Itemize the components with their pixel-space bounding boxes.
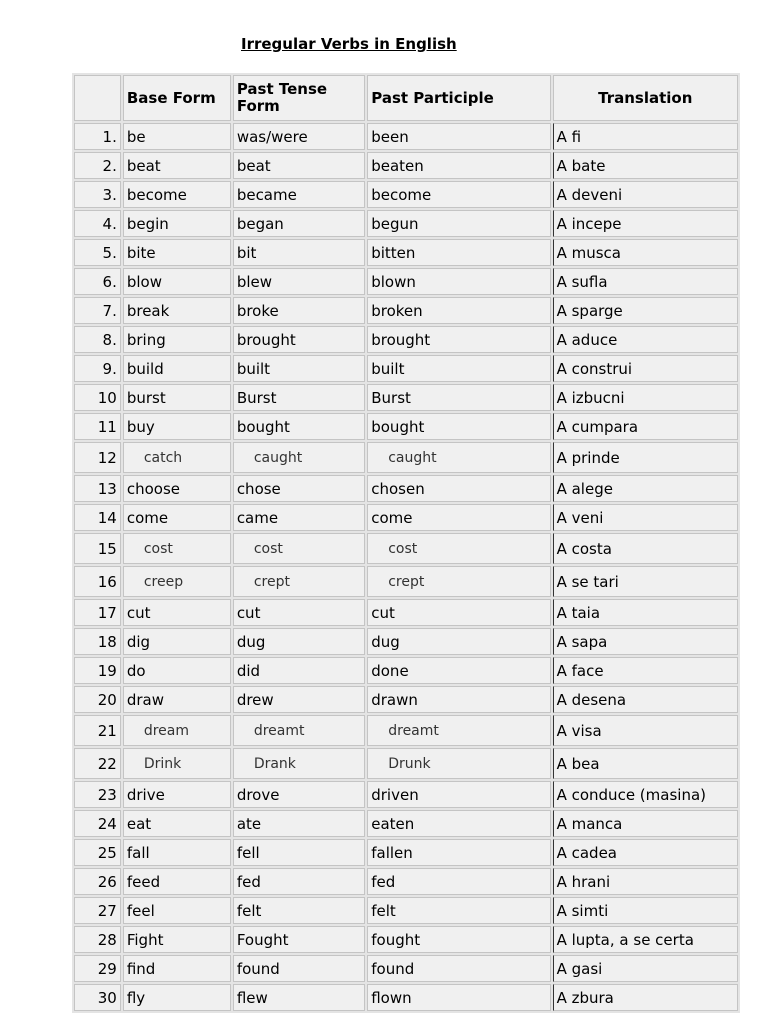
translation-cell: A desena — [553, 686, 738, 713]
translation-cell: A deveni — [553, 181, 738, 208]
past-participle-cell: felt — [367, 897, 550, 924]
translation-cell: A musca — [553, 239, 738, 266]
row-number: 28 — [74, 926, 121, 953]
translation-cell: A se tari — [553, 566, 738, 597]
table-row — [74, 599, 738, 626]
base-form-cell: drive — [123, 781, 231, 808]
table-row — [74, 686, 738, 713]
past-participle-cell: cut — [367, 599, 550, 626]
table-row — [74, 868, 738, 895]
base-form-cell: burst — [123, 384, 231, 411]
past-participle-cell: Drunk — [367, 748, 550, 779]
table-row — [74, 268, 738, 295]
base-form-cell: begin — [123, 210, 231, 237]
table-row — [74, 297, 738, 324]
past-participle-cell: flown — [367, 984, 550, 1011]
base-form-cell: bring — [123, 326, 231, 353]
row-number: 6. — [74, 268, 121, 295]
base-form-cell: bite — [123, 239, 231, 266]
table-row — [74, 566, 738, 597]
row-number: 18 — [74, 628, 121, 655]
row-number: 17 — [74, 599, 121, 626]
base-form-cell: blow — [123, 268, 231, 295]
table-row — [74, 715, 738, 746]
header-past-tense: Past Tense Form — [233, 75, 365, 121]
past-participle-cell: become — [367, 181, 550, 208]
past-tense-cell: blew — [233, 268, 365, 295]
base-form-cell: come — [123, 504, 231, 531]
past-participle-cell: fallen — [367, 839, 550, 866]
row-number: 26 — [74, 868, 121, 895]
translation-cell: A izbucni — [553, 384, 738, 411]
table-row — [74, 533, 738, 564]
irregular-verbs-table — [72, 73, 740, 1013]
past-tense-cell: built — [233, 355, 365, 382]
row-number: 14 — [74, 504, 121, 531]
past-participle-cell: crept — [367, 566, 550, 597]
row-number: 5. — [74, 239, 121, 266]
past-participle-cell: fed — [367, 868, 550, 895]
base-form-cell: feed — [123, 868, 231, 895]
translation-cell: A zbura — [553, 984, 738, 1011]
past-participle-cell: found — [367, 955, 550, 982]
translation-cell: A cumpara — [553, 413, 738, 440]
row-number: 1. — [74, 123, 121, 150]
base-form-cell: catch — [123, 442, 231, 473]
row-number: 11 — [74, 413, 121, 440]
row-number: 20 — [74, 686, 121, 713]
translation-cell: A taia — [553, 599, 738, 626]
row-number: 22 — [74, 748, 121, 779]
past-participle-cell: broken — [367, 297, 550, 324]
row-number: 29 — [74, 955, 121, 982]
translation-cell: A visa — [553, 715, 738, 746]
table-row — [74, 475, 738, 502]
row-number: 4. — [74, 210, 121, 237]
past-tense-cell: beat — [233, 152, 365, 179]
row-number: 8. — [74, 326, 121, 353]
table-row — [74, 413, 738, 440]
table-row — [74, 955, 738, 982]
translation-cell: A sapa — [553, 628, 738, 655]
past-tense-cell: crept — [233, 566, 365, 597]
past-participle-cell: caught — [367, 442, 550, 473]
past-tense-cell: broke — [233, 297, 365, 324]
past-participle-cell: dug — [367, 628, 550, 655]
base-form-cell: Drink — [123, 748, 231, 779]
base-form-cell: beat — [123, 152, 231, 179]
translation-cell: A cadea — [553, 839, 738, 866]
past-participle-cell: chosen — [367, 475, 550, 502]
base-form-cell: Fight — [123, 926, 231, 953]
base-form-cell: fly — [123, 984, 231, 1011]
past-tense-cell: drove — [233, 781, 365, 808]
past-tense-cell: began — [233, 210, 365, 237]
row-number: 13 — [74, 475, 121, 502]
past-tense-cell: ate — [233, 810, 365, 837]
past-tense-cell: was/were — [233, 123, 365, 150]
past-tense-cell: caught — [233, 442, 365, 473]
past-participle-cell: fought — [367, 926, 550, 953]
translation-cell: A manca — [553, 810, 738, 837]
row-number: 25 — [74, 839, 121, 866]
past-participle-cell: bitten — [367, 239, 550, 266]
row-number: 23 — [74, 781, 121, 808]
row-number: 2. — [74, 152, 121, 179]
past-tense-cell: came — [233, 504, 365, 531]
past-participle-cell: bought — [367, 413, 550, 440]
table-row — [74, 326, 738, 353]
table-row — [74, 123, 738, 150]
table-row — [74, 897, 738, 924]
base-form-cell: become — [123, 181, 231, 208]
row-number: 16 — [74, 566, 121, 597]
past-tense-cell: bit — [233, 239, 365, 266]
past-tense-cell: fell — [233, 839, 365, 866]
translation-cell: A prinde — [553, 442, 738, 473]
translation-cell: A bate — [553, 152, 738, 179]
base-form-cell: cut — [123, 599, 231, 626]
translation-cell: A bea — [553, 748, 738, 779]
page-title: Irregular Verbs in English — [241, 35, 457, 53]
row-number: 10 — [74, 384, 121, 411]
past-participle-cell: built — [367, 355, 550, 382]
row-number: 24 — [74, 810, 121, 837]
base-form-cell: buy — [123, 413, 231, 440]
row-number: 12 — [74, 442, 121, 473]
past-tense-cell: dreamt — [233, 715, 365, 746]
past-tense-cell: chose — [233, 475, 365, 502]
base-form-cell: feel — [123, 897, 231, 924]
table-row — [74, 926, 738, 953]
base-form-cell: dig — [123, 628, 231, 655]
table-row — [74, 152, 738, 179]
past-tense-cell: dug — [233, 628, 365, 655]
header-row — [74, 75, 738, 121]
base-form-cell: be — [123, 123, 231, 150]
header-base-form: Base Form — [123, 75, 231, 121]
translation-cell: A sufla — [553, 268, 738, 295]
past-participle-cell: come — [367, 504, 550, 531]
header-translation: Translation — [553, 75, 738, 121]
table-row — [74, 504, 738, 531]
base-form-cell: creep — [123, 566, 231, 597]
table-row — [74, 442, 738, 473]
base-form-cell: choose — [123, 475, 231, 502]
past-tense-cell: Drank — [233, 748, 365, 779]
table-row — [74, 657, 738, 684]
row-number: 7. — [74, 297, 121, 324]
past-tense-cell: bought — [233, 413, 365, 440]
past-participle-cell: been — [367, 123, 550, 150]
translation-cell: A alege — [553, 475, 738, 502]
past-participle-cell: brought — [367, 326, 550, 353]
translation-cell: A lupta, a se certa — [553, 926, 738, 953]
table-row — [74, 810, 738, 837]
past-participle-cell: begun — [367, 210, 550, 237]
translation-cell: A hrani — [553, 868, 738, 895]
base-form-cell: do — [123, 657, 231, 684]
past-participle-cell: done — [367, 657, 550, 684]
past-tense-cell: did — [233, 657, 365, 684]
past-participle-cell: Burst — [367, 384, 550, 411]
translation-cell: A costa — [553, 533, 738, 564]
past-tense-cell: became — [233, 181, 365, 208]
past-participle-cell: drawn — [367, 686, 550, 713]
past-tense-cell: fed — [233, 868, 365, 895]
translation-cell: A simti — [553, 897, 738, 924]
table-row — [74, 181, 738, 208]
table-row — [74, 210, 738, 237]
table-row — [74, 384, 738, 411]
row-number: 30 — [74, 984, 121, 1011]
past-tense-cell: flew — [233, 984, 365, 1011]
translation-cell: A fi — [553, 123, 738, 150]
table-row — [74, 748, 738, 779]
table-row — [74, 628, 738, 655]
table-row — [74, 239, 738, 266]
translation-cell: A face — [553, 657, 738, 684]
past-tense-cell: cut — [233, 599, 365, 626]
past-tense-cell: Fought — [233, 926, 365, 953]
past-tense-cell: brought — [233, 326, 365, 353]
past-tense-cell: Burst — [233, 384, 365, 411]
row-number: 21 — [74, 715, 121, 746]
header-past-participle: Past Participle — [367, 75, 550, 121]
translation-cell: A conduce (masina) — [553, 781, 738, 808]
row-number: 9. — [74, 355, 121, 382]
translation-cell: A gasi — [553, 955, 738, 982]
row-number: 15 — [74, 533, 121, 564]
past-participle-cell: dreamt — [367, 715, 550, 746]
translation-cell: A aduce — [553, 326, 738, 353]
translation-cell: A construi — [553, 355, 738, 382]
table-row — [74, 984, 738, 1011]
base-form-cell: draw — [123, 686, 231, 713]
row-number: 19 — [74, 657, 121, 684]
past-tense-cell: cost — [233, 533, 365, 564]
past-participle-cell: blown — [367, 268, 550, 295]
base-form-cell: eat — [123, 810, 231, 837]
past-participle-cell: cost — [367, 533, 550, 564]
past-tense-cell: felt — [233, 897, 365, 924]
table-row — [74, 839, 738, 866]
base-form-cell: break — [123, 297, 231, 324]
past-participle-cell: eaten — [367, 810, 550, 837]
past-tense-cell: found — [233, 955, 365, 982]
base-form-cell: find — [123, 955, 231, 982]
translation-cell: A veni — [553, 504, 738, 531]
header-number — [74, 75, 121, 121]
table-row — [74, 781, 738, 808]
past-tense-cell: drew — [233, 686, 365, 713]
translation-cell: A sparge — [553, 297, 738, 324]
base-form-cell: dream — [123, 715, 231, 746]
base-form-cell: cost — [123, 533, 231, 564]
past-participle-cell: beaten — [367, 152, 550, 179]
past-participle-cell: driven — [367, 781, 550, 808]
base-form-cell: fall — [123, 839, 231, 866]
row-number: 3. — [74, 181, 121, 208]
translation-cell: A incepe — [553, 210, 738, 237]
table-row — [74, 355, 738, 382]
row-number: 27 — [74, 897, 121, 924]
base-form-cell: build — [123, 355, 231, 382]
